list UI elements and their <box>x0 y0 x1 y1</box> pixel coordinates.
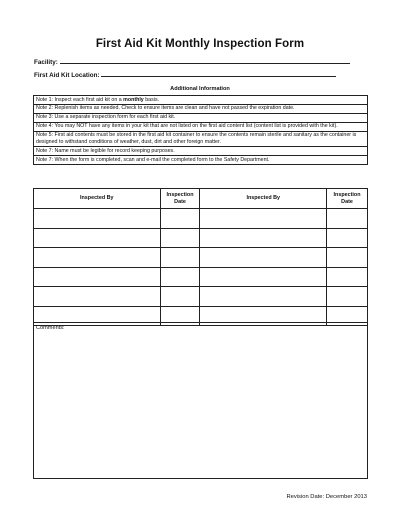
date-cell[interactable] <box>327 209 368 229</box>
table-row <box>34 287 368 307</box>
note-text: basis. <box>143 96 160 103</box>
location-line[interactable] <box>101 76 336 77</box>
inspector-cell[interactable] <box>34 267 161 287</box>
note-text: Note 1: Inspect each first aid kit on a <box>36 96 124 103</box>
facility-field[interactable] <box>34 59 350 66</box>
table-row <box>34 248 368 268</box>
table-row <box>34 228 368 248</box>
header-inspection-date: Inspection Date <box>327 189 368 209</box>
date-cell[interactable] <box>160 287 200 307</box>
inspection-header-row <box>34 189 368 209</box>
inspector-cell[interactable] <box>34 209 161 229</box>
table-row <box>34 209 368 229</box>
date-cell[interactable] <box>160 248 200 268</box>
note-text: Note 7: Name must be legible for record keeping purposes. <box>34 147 368 156</box>
revision-date: Revision Date: December 2013 <box>286 494 367 500</box>
inspector-cell[interactable] <box>200 248 327 268</box>
inspector-cell[interactable] <box>200 267 327 287</box>
table-row <box>34 267 368 287</box>
date-cell[interactable] <box>327 287 368 307</box>
notes-table <box>33 95 368 165</box>
header-inspected-by: Inspected By <box>200 189 327 209</box>
date-cell[interactable] <box>160 228 200 248</box>
date-cell[interactable] <box>327 267 368 287</box>
location-label: First Aid Kit Location: <box>34 72 100 79</box>
additional-info-title: Additional Information <box>170 86 230 92</box>
note-text: Note 7: When the form is completed, scan and e-mail the completed form to the Safety Department. <box>34 156 368 165</box>
inspector-cell[interactable] <box>200 209 327 229</box>
note-text: Note 4: You may NOT have any items in your kit that are not listed on the first aid content list (content list is provided with the kit). <box>34 122 368 131</box>
header-inspection-date: Inspection Date <box>160 189 200 209</box>
note-text: Note 3: Use a separate inspection form for each first aid kit. <box>34 113 368 122</box>
date-cell[interactable] <box>327 248 368 268</box>
note-row <box>34 96 368 105</box>
date-cell[interactable] <box>160 267 200 287</box>
note-row <box>34 113 368 122</box>
facility-line[interactable] <box>60 63 350 64</box>
note-row <box>34 156 368 165</box>
inspector-cell[interactable] <box>34 248 161 268</box>
note-row <box>34 122 368 131</box>
location-field[interactable] <box>34 72 336 79</box>
header-inspected-by: Inspected By <box>34 189 161 209</box>
form-title: First Aid Kit Monthly Inspection Form <box>95 38 305 50</box>
note-emphasis: monthly <box>123 96 144 103</box>
date-cell[interactable] <box>327 228 368 248</box>
inspector-cell[interactable] <box>34 228 161 248</box>
note-row <box>34 147 368 156</box>
date-cell[interactable] <box>160 209 200 229</box>
note-text: Note 2: Replenish items as needed. Check to ensure items are clean and have not passed the expiration date. <box>34 104 368 113</box>
comments-box[interactable] <box>33 322 368 479</box>
note-row <box>34 131 368 147</box>
inspector-cell[interactable] <box>34 287 161 307</box>
inspector-cell[interactable] <box>200 287 327 307</box>
facility-label: Facility: <box>34 59 58 66</box>
comments-label: Comments: <box>36 325 65 331</box>
note-row <box>34 104 368 113</box>
inspector-cell[interactable] <box>200 228 327 248</box>
note-text: Note 5: First aid contents must be stored in the first aid kit container to ensure the contents remain sterile and sanitary as the container is designed to withstand conditions of weather, dust, dirt and other foreign matter. <box>34 131 368 147</box>
inspection-table <box>33 188 368 326</box>
